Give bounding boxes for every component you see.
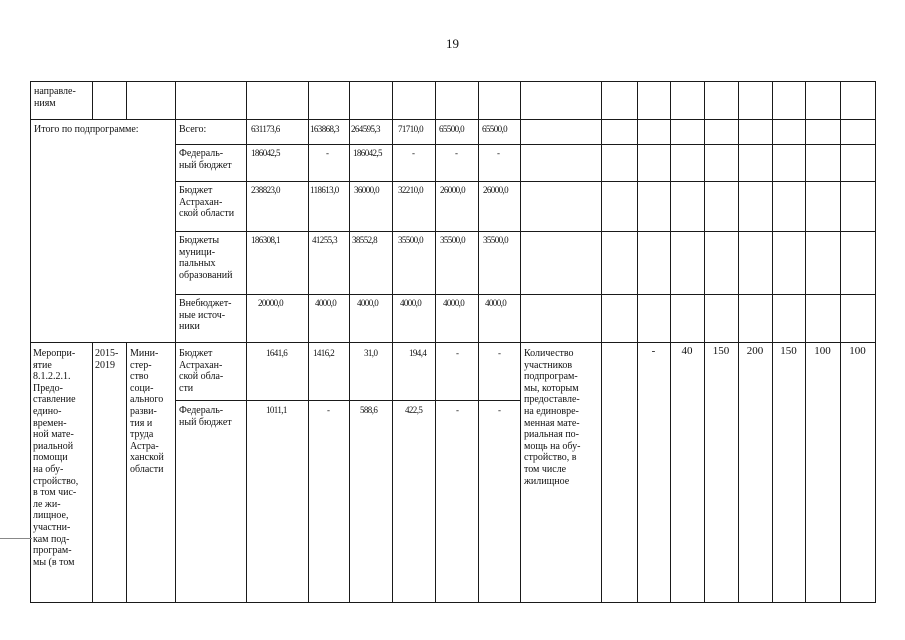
measure-executor: Мини- стер- ство соци- ального разви- тия и труда Астра- ханской области — [130, 348, 164, 475]
source-cell: Бюджеты муници- пальных образований — [179, 235, 233, 281]
amount-cell: 588,6 — [360, 405, 378, 415]
amount-cell: 4000,0 — [315, 298, 337, 308]
column-divider — [840, 81, 841, 603]
column-divider — [478, 81, 479, 603]
source-cell: Всего: — [179, 124, 207, 135]
column-divider — [308, 81, 309, 603]
column-divider — [126, 81, 127, 120]
source-cell: Бюджет Астрахан- ской обла- сти — [179, 348, 224, 394]
column-divider — [92, 342, 93, 603]
indicator-value: 40 — [681, 345, 693, 357]
column-divider — [637, 81, 638, 603]
row-divider — [175, 231, 876, 232]
amount-cell: 4000,0 — [357, 298, 379, 308]
table-bottom-border — [30, 602, 876, 603]
indicator-value: 100 — [849, 345, 866, 357]
table-top-border — [30, 81, 876, 82]
amount-cell: 194,4 — [409, 348, 427, 358]
amount-cell: 1641,6 — [266, 348, 288, 358]
amount-cell: 4000,0 — [400, 298, 422, 308]
amount-cell: 118613,0 — [310, 185, 339, 195]
amount-cell: - — [498, 405, 501, 415]
amount-cell: - — [326, 148, 329, 158]
indicator-value: - — [651, 345, 656, 357]
amount-cell: 38552,8 — [352, 235, 378, 245]
amount-cell: 26000,0 — [440, 185, 466, 195]
row-divider — [30, 342, 876, 343]
amount-cell: 20000,0 — [258, 298, 284, 308]
amount-cell: - — [327, 405, 330, 415]
amount-cell: 4000,0 — [443, 298, 465, 308]
column-divider — [246, 81, 247, 603]
column-divider — [92, 81, 93, 120]
source-cell: Внебюджет- ные источ- ники — [179, 298, 232, 333]
row-divider — [175, 294, 876, 295]
column-divider — [435, 81, 436, 603]
source-cell: Федераль- ный бюджет — [179, 148, 232, 171]
table-right-border — [875, 81, 876, 603]
indicator-value: 100 — [814, 345, 831, 357]
subtotal-label: Итого по подпрограмме: — [34, 124, 139, 135]
amount-cell: 36000,0 — [354, 185, 380, 195]
indicator-value: 150 — [712, 345, 730, 357]
column-divider — [670, 81, 671, 603]
amount-cell: - — [456, 405, 459, 415]
column-divider — [520, 81, 521, 603]
row-divider — [175, 144, 876, 145]
column-divider — [704, 81, 705, 603]
amount-cell: - — [455, 148, 458, 158]
amount-cell: 186308,1 — [251, 235, 280, 245]
indicator-value: 150 — [780, 345, 797, 357]
table-left-border — [30, 81, 31, 603]
amount-cell: 35500,0 — [440, 235, 466, 245]
amount-cell: - — [412, 148, 415, 158]
indicator-description: Количество участников подпрограм- мы, которым предоставле- на единовре- менная мате- риальная по- мощь на обу- стройство, в том числе жилищное — [524, 348, 581, 487]
amount-cell: 422,5 — [405, 405, 423, 415]
column-divider — [805, 81, 806, 603]
source-cell: Федераль- ный бюджет — [179, 405, 232, 428]
amount-cell: 31,0 — [364, 348, 378, 358]
amount-cell: 163868,3 — [310, 124, 339, 134]
column-divider — [126, 342, 127, 603]
amount-cell: 35500,0 — [398, 235, 424, 245]
column-divider — [601, 81, 602, 603]
continued-header-cell: направле- ниям — [34, 86, 76, 109]
amount-cell: 631173,6 — [251, 124, 280, 134]
amount-cell: 41255,3 — [312, 235, 338, 245]
column-divider — [392, 81, 393, 603]
amount-cell: 26000,0 — [483, 185, 509, 195]
amount-cell: 4000,0 — [485, 298, 507, 308]
amount-cell: 1416,2 — [313, 348, 335, 358]
amount-cell: 1011,1 — [266, 405, 287, 415]
page-number: 19 — [446, 36, 459, 51]
row-divider — [175, 181, 876, 182]
amount-cell: 65500,0 — [439, 124, 465, 134]
amount-cell: - — [456, 348, 459, 358]
amount-cell: 186042,5 — [251, 148, 280, 158]
indicator-value: 200 — [746, 345, 764, 357]
amount-cell: 238823,0 — [251, 185, 280, 195]
amount-cell: 186042,5 — [353, 148, 382, 158]
amount-cell: 32210,0 — [398, 185, 424, 195]
amount-cell: - — [497, 148, 500, 158]
measure-period: 2015- 2019 — [95, 348, 119, 371]
row-divider — [175, 400, 520, 401]
column-divider — [175, 81, 176, 603]
margin-mark — [0, 538, 32, 539]
amount-cell: 35500,0 — [483, 235, 509, 245]
measure-name: Меропри- ятие 8.1.2.2.1. Предо- ставление едино- времен- ной мате- риальной помощи на обу- стройство, в том чис- ле жи- лищное, участни- кам под- програм- мы (в том — [33, 348, 79, 568]
column-divider — [349, 81, 350, 603]
amount-cell: 71710,0 — [398, 124, 424, 134]
column-divider — [772, 81, 773, 603]
source-cell: Бюджет Астрахан- ской области — [179, 185, 235, 220]
amount-cell: 65500,0 — [482, 124, 508, 134]
amount-cell: 264595,3 — [351, 124, 380, 134]
amount-cell: - — [498, 348, 501, 358]
column-divider — [738, 81, 739, 603]
row-divider — [30, 119, 876, 120]
